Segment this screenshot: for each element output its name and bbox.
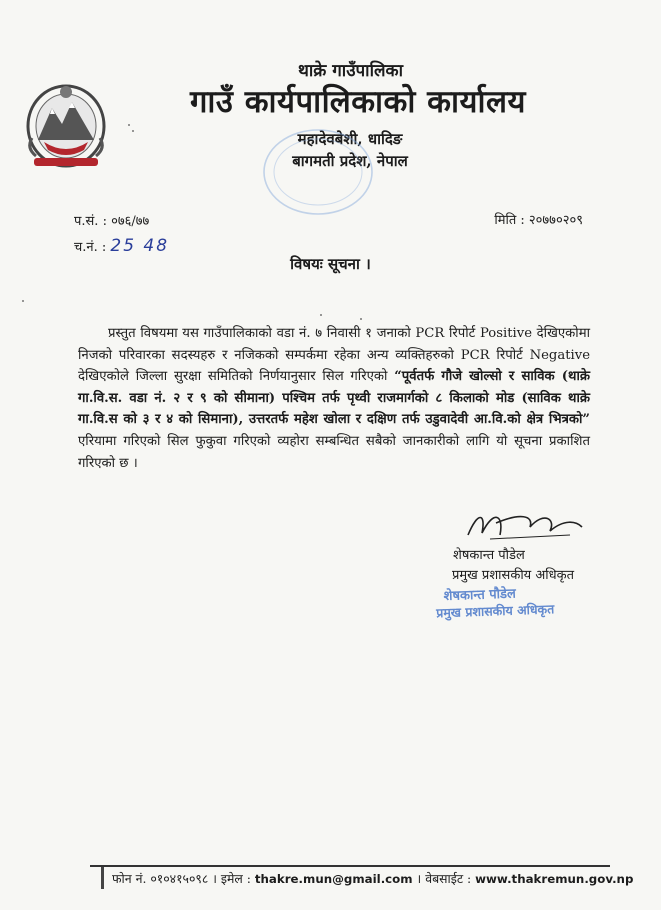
signatory-name: शेषकान्त पौडेल (453, 548, 525, 563)
body-part-1: प्रस्तुत विषयमा यस गाउँपालिकाको वडा नं. ७ निवासी १ जनाको PCR रिपोर्ट Positive देखिएकोमा निजको परिवारका सदस्यहरु र नजिकको सम्पर्कमा रहेका अन्य व्यक्तिहरुको PCR रिपोर्ट Negative देखिएकोले जिल्ला सुरक्षा समितिको निर्णयानुसार सिल गरिएको (78, 326, 590, 385)
letter-body (78, 323, 590, 474)
nepal-emblem-icon (22, 78, 110, 170)
footer-left-bar (101, 867, 104, 889)
municipality-name: थाक्रे गाउँपालिका (298, 61, 403, 81)
handwritten-signature-icon (460, 505, 590, 545)
ps-label: प.सं. : (74, 214, 107, 229)
signatory-title: प्रमुख प्रशासकीय अधिकृत (452, 568, 575, 583)
letter-date: मिति : २०७७०२०९ (494, 213, 583, 228)
footer-divider (90, 865, 610, 867)
office-seal-stamp (252, 120, 382, 220)
stamp-line-2: प्रमुख प्रशासकीय अधिकृत (435, 601, 555, 621)
body-bold-area: “पूर्वतर्फ गौजे खोल्सो र साविक (थाक्रे गा.वि.स. वडा नं. २ र ९ को सीमाना) पश्चिम तर्फ पृथ्वी राजमार्गको ८ किलाको मोड (साविक थाक्रे गा.वि.स को ३ र ४ को सिमाना), उत्तरतर्फ महेश खोला र दक्षिण तर्फ उडुवादेवी आ.वि.को क्षेत्र भित्रको” (78, 369, 590, 428)
signature-block (430, 505, 630, 583)
footer-email: thakre.mun@gmail.com (254, 872, 413, 886)
address-line-1: महादेवबेशी, धादिङ (297, 130, 403, 148)
footer-contact (112, 870, 633, 887)
body-part-2: एरियामा गरिएको सिल फुकुवा गरिएको व्यहोरा सम्बन्धित सबैको जानकारीको लागि यो सूचना प्रकाशित गरिएको छ । (78, 433, 591, 471)
ps-value: ०७६/७७ (111, 214, 150, 229)
reference-block (74, 210, 169, 260)
office-title: गाउँ कार्यपालिकाको कार्यालय (189, 84, 527, 120)
footer-email-label: इमेल : (220, 871, 251, 886)
letter-subject: विषयः सूचना । (290, 255, 371, 273)
footer-website-label: वेबसाईट : (425, 871, 472, 886)
footer-website: www.thakremun.gov.np (475, 872, 634, 886)
ps-number-row (74, 210, 169, 234)
footer-phone: फोन नं. ०१०४१५०९८ । (112, 871, 217, 886)
cn-value-handwritten: 25 48 (110, 236, 170, 256)
cn-label: च.नं. : (74, 240, 107, 255)
footer-separator: । (416, 871, 422, 886)
officer-name-stamp (429, 581, 580, 630)
stamp-line-1: शेषकान्त पौडेल (443, 586, 517, 605)
address-line-2: बागमती प्रदेश, नेपाल (292, 152, 408, 170)
